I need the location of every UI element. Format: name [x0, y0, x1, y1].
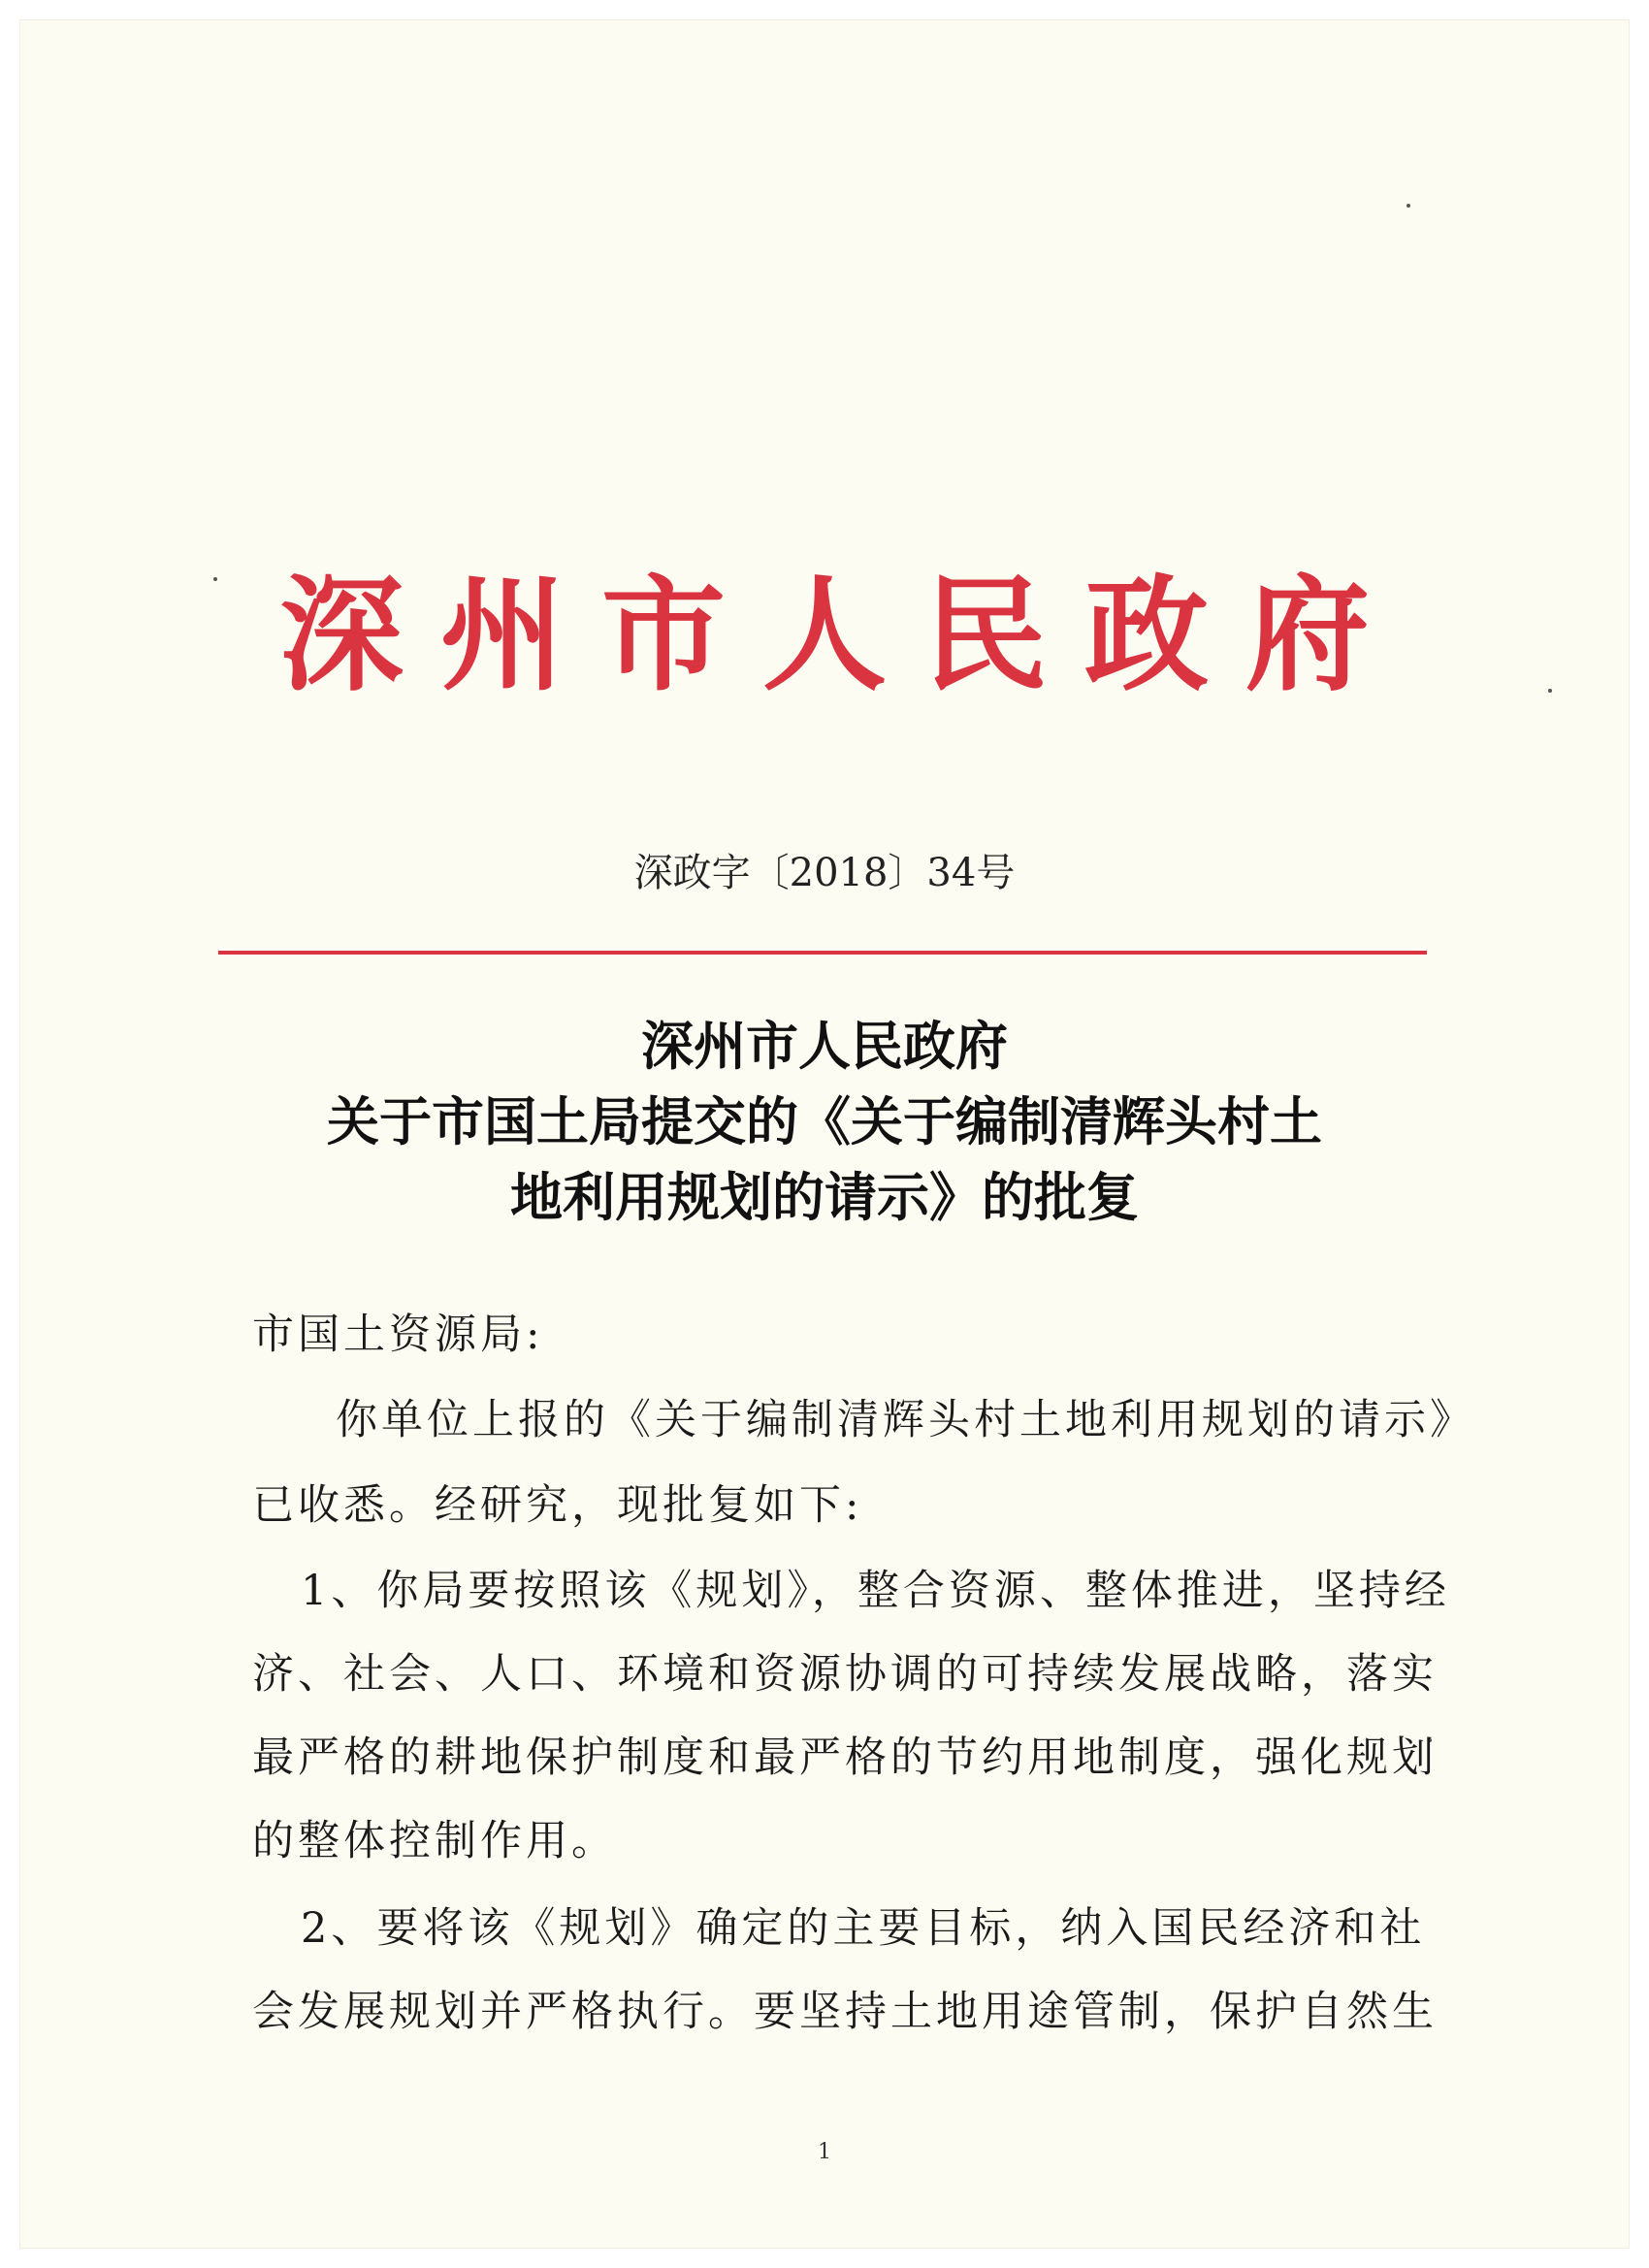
title-line-1: 深州市人民政府 — [641, 1016, 1008, 1077]
body-line: 1、你局要按照该《规划》，整合资源、整体推进，坚持经 — [301, 1567, 1450, 1615]
document-title — [0, 1009, 1649, 1236]
title-line-2: 关于市国土局提交的《关于编制清辉头村土 — [327, 1091, 1322, 1152]
body-line: 会发展规划并严格执行。要坚持土地用途管制，保护自然生 — [252, 1988, 1438, 2036]
body-line: 济、社会、人口、环境和资源协调的可持续发展战略，落实 — [252, 1650, 1438, 1699]
scan-speck — [1406, 204, 1410, 208]
title-line-3: 地利用规划的请示》的批复 — [510, 1167, 1139, 1228]
page-number: 1 — [818, 2140, 831, 2164]
body-line: 2、要将该《规划》确定的主要目标，纳入国民经济和社 — [301, 1904, 1426, 1953]
body-line: 的整体控制作用。 — [252, 1817, 617, 1865]
issuing-authority-header: 深州市人民政府 — [278, 563, 1406, 708]
body-line: 已收悉。经研究，现批复如下: — [252, 1481, 863, 1530]
body-line: 你单位上报的《关于编制清辉头村土地利用规划的请示》 — [336, 1396, 1475, 1444]
body-line: 最严格的耕地保护制度和最严格的节约用地制度，强化规划 — [252, 1733, 1438, 1782]
red-separator-line — [218, 951, 1427, 955]
document-number: 深政字〔2018〕34号 — [633, 851, 1016, 895]
addressee: 市国土资源局: — [252, 1311, 544, 1359]
